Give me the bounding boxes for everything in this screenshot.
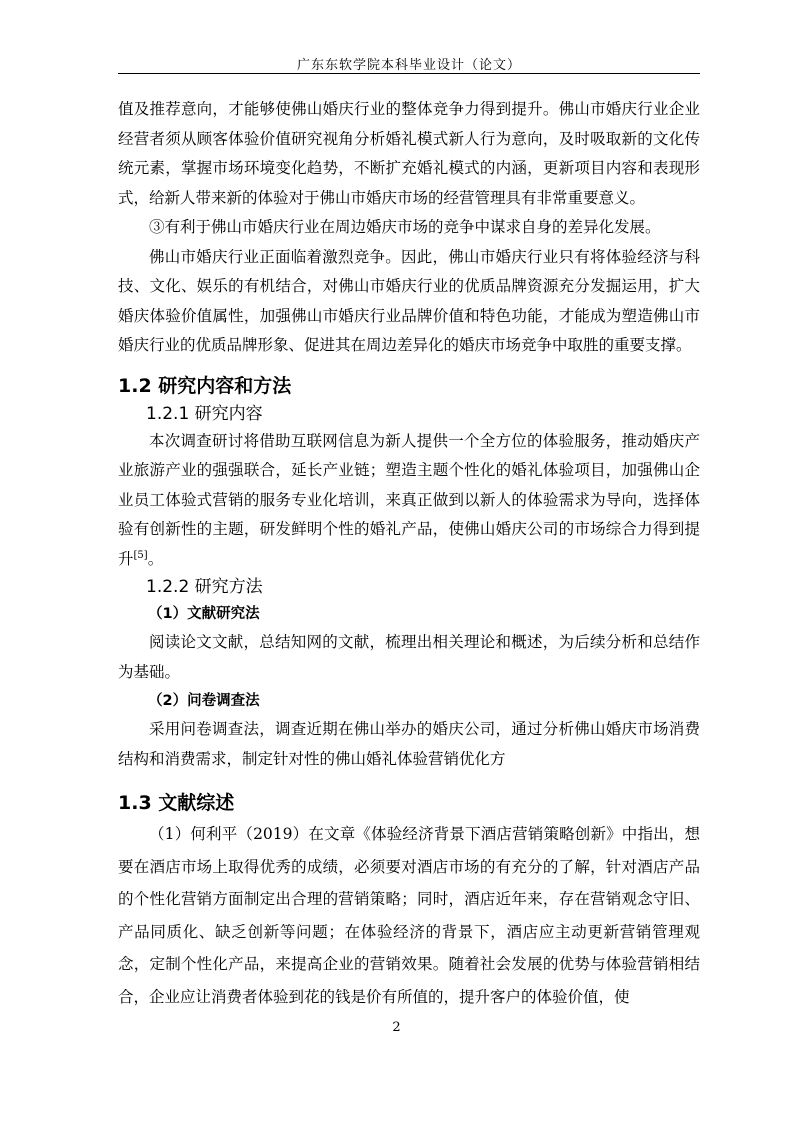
paragraph-competition: 佛山市婚庆行业正面临着激烈竞争。因此，佛山市婚庆行业只有将体验经济与科技、文化、娱乐的有机结合，对佛山市婚庆行业的优质品牌资源充分发掘运用，扩大婚庆体验价值属性，加强佛山市婚庆行业品牌价值和特色功能，才能成为塑造佛山市婚庆行业的优质品牌形象、促进其在周边差异化的婚庆市场竞争中取胜的重要支撑。	[118, 247, 700, 354]
page-number: 2	[392, 1020, 401, 1035]
subsection-heading-1-2-2: 1.2.2 研究方法	[146, 577, 263, 597]
paragraph-continued: 值及推荐意向，才能够使佛山婚庆行业的整体竞争力得到提升。佛山市婚庆行业企业经营者须从顾客体验价值研究视角分析婚礼模式新人行为意向，及时吸取新的文化传统元素，掌握市场环境变化趋势，不断扩充婚礼模式的内涵，更新项目内容和表现形式，给新人带来新的体验对于佛山市婚庆市场的经营管理具有非常重要意义。	[118, 100, 700, 207]
section-heading-1-2: 1.2 研究内容和方法	[118, 374, 292, 397]
research-content-text: 本次调查研讨将借助互联网信息为新人提供一个全方位的体验服务，推动婚庆产业旅游产业的强强联合，延长产业链；塑造主题个性化的婚礼体验项目，加强佛山企业员工体验式营销的服务专业化培训，来真正做到以新人的体验需求为导向，选择体验有创新性的主题，研发鲜明个性的婚礼产品，使佛山婚庆公司的市场综合力得到提升	[118, 431, 700, 568]
literature-review-paragraph: （1）何利平（2019）在文章《体验经济背景下酒店营销策略创新》中指出，想要在酒店市场上取得优秀的成绩，必须要对酒店市场的有充分的了解，针对酒店产品的个性化营销方面制定出合理的营销策略；同时，酒店近年来，存在营销观念守旧、产品同质化、缺乏创新等问题；在体验经济的背景下，酒店应主动更新营销管理观念，定制个性化产品，来提高企业的营销效果。随着社会发展的优势与体验营销相结合，企业应让消费者体验到花的钱是价有所值的，提升客户的体验价值，使	[118, 825, 700, 1006]
page-content	[118, 95, 700, 1013]
sentence-end: 。	[147, 549, 164, 568]
section-heading-1-3: 1.3 文献综述	[118, 792, 235, 814]
citation-5: [5]	[133, 549, 148, 561]
method-text-literature: 阅读论文文献，总结知网的文献，梳理出相关理论和概述，为后续分析和总结作为基础。	[118, 633, 700, 681]
method-text-questionnaire: 采用问卷调查法，调查近期在佛山举办的婚庆公司，通过分析佛山婚庆市场消费结构和消费需求，制定针对性的佛山婚礼体验营销优化方	[118, 720, 700, 768]
research-content-paragraph	[118, 427, 700, 575]
page-header: 广东东软学院本科毕业设计（论文）	[296, 58, 521, 73]
paragraph-point-3: ③有利于佛山市婚庆行业在周边婚庆市场的竞争中谋求自身的差异化发展。	[149, 218, 661, 236]
method-heading-questionnaire: （2）问卷调查法	[148, 693, 260, 709]
subsection-heading-1-2-1: 1.2.1 研究内容	[146, 403, 263, 424]
header-divider	[118, 73, 700, 74]
method-heading-literature: （1）文献研究法	[148, 606, 260, 622]
